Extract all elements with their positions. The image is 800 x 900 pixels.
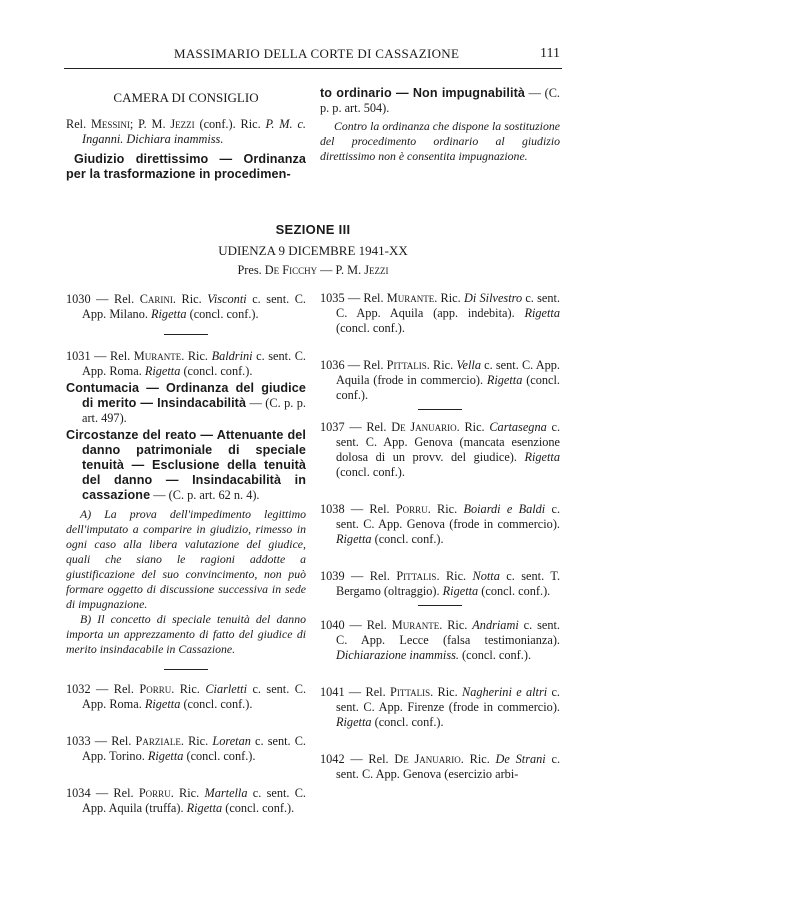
- separator-rule: [164, 669, 208, 670]
- left-column: [66, 292, 306, 816]
- entry-1031: 1031 — Rel. Murante. Ric. Baldrini c. sent. C. App. Roma. Rigetta (concl. conf.).: [66, 349, 306, 378]
- section-title: SEZIONE III: [275, 222, 351, 237]
- running-header: [66, 46, 560, 64]
- entry-1035: 1035 — Rel. Murante. Ric. Di Silvestro c. sent. C. App. Aquila (app. indebita). Rigetta (concl. conf.).: [320, 291, 561, 335]
- separator-rule: [418, 409, 462, 410]
- keyword-circostanze: Circostanze del reato — Attenuante del danno patrimoniale di speciale tenuità — Esclusione della tenuità del danno — Insindacabilità in cassazione — (C. p. art. 62 n. 4).: [66, 428, 306, 502]
- entry-1036: 1036 — Rel. Pittalis. Ric. Vella c. sent. C. App. Aquila (frode in commercio). Rigetta (concl. conf.).: [320, 358, 561, 402]
- entry-1038: 1038 — Rel. Porru. Ric. Boiardi e Baldi c. sent. C. App. Genova (frode in commercio). Rigetta (concl. conf.).: [320, 502, 561, 546]
- right-column: [320, 291, 560, 782]
- maxim-direttissimo: Contro la ordinanza che dispone la sostituzione del procedimento ordinario al giudizio direttissimo non è consentita impugnazione.: [320, 119, 560, 163]
- presiding-line: Pres. De Ficchy — P. M. Jezzi: [237, 263, 389, 277]
- entry-1030: 1030 — Rel. Carini. Ric. Visconti c. sent. C. App. Milano. Rigetta (concl. conf.).: [66, 292, 307, 321]
- entry-1040: 1040 — Rel. Murante. Ric. Andriami c. sent. C. App. Lecce (falsa testimonianza). Dichiarazione inammiss. (concl. conf.).: [320, 618, 561, 662]
- keyword-cont: to ordinario — Non impugnabilità — (C. p. p. art. 504).: [320, 86, 560, 115]
- separator-rule: [164, 334, 208, 335]
- camera-heading: CAMERA DI CONSIGLIO: [113, 90, 259, 105]
- keyword-contumacia: Contumacia — Ordinanza del giudice di merito — Insindacabilità — (C. p. p. art. 497).: [66, 381, 306, 425]
- header-title: MASSIMARIO DELLA CORTE DI CASSAZIONE: [174, 46, 460, 61]
- entry-1033: 1033 — Rel. Parziale. Ric. Loretan c. sent. C. App. Torino. Rigetta (concl. conf.).: [66, 734, 307, 763]
- entry-1034: 1034 — Rel. Porru. Ric. Martella c. sent. C. App. Aquila (truffa). Rigetta (concl. conf.).: [66, 786, 307, 815]
- separator-rule: [418, 605, 462, 606]
- entry-1039: 1039 — Rel. Pittalis. Ric. Notta c. sent. T. Bergamo (oltraggio). Rigetta (concl. conf.).: [320, 569, 561, 598]
- hearing-date: UDIENZA 9 DICEMBRE 1941-XX: [218, 243, 408, 258]
- header-rule: [64, 68, 562, 69]
- keyword-giudizio: Giudizio direttissimo — Ordinanza per la trasformazione in procedimen-: [66, 152, 306, 181]
- top-right-column: [320, 86, 560, 164]
- entry-1042: 1042 — Rel. De Januario. Ric. De Strani c. sent. C. App. Genova (esercizio arbi-: [320, 752, 561, 781]
- entry-1032: 1032 — Rel. Porru. Ric. Ciarletti c. sent. C. App. Roma. Rigetta (concl. conf.).: [66, 682, 307, 711]
- section-heading-block: [66, 222, 560, 278]
- maxim-b: B) Il concetto di speciale tenuità del danno importa un apprezzamento di fatto del giudice di merito insindacabile in Cassazione.: [66, 612, 306, 656]
- entry-1037: 1037 — Rel. De Januario. Ric. Cartasegna c. sent. C. App. Genova (mancata esenzione dolosa di un provv. del giudice). Rigetta (concl. conf.).: [320, 420, 561, 479]
- entry-1041: 1041 — Rel. Pittalis. Ric. Nagherini e altri c. sent. C. App. Firenze (frode in commercio). Rigetta (concl. conf.).: [320, 685, 561, 729]
- page-number: 111: [540, 46, 560, 61]
- top-left-column: [66, 90, 306, 182]
- maxim-a: A) La prova dell'impedimento legittimo dell'imputato a comparire in giudizio, rimesso in ogni caso alla libera valutazione del giudice, quali che siano le ragioni addotte a giustificazione del suo convincimento, non può formare oggetto di discussione successiva in sede di impugnazione.: [66, 507, 306, 611]
- camera-rel: Rel. Messini; P. M. Jezzi (conf.). Ric. P. M. c. Inganni. Dichiara inammiss.: [66, 117, 306, 146]
